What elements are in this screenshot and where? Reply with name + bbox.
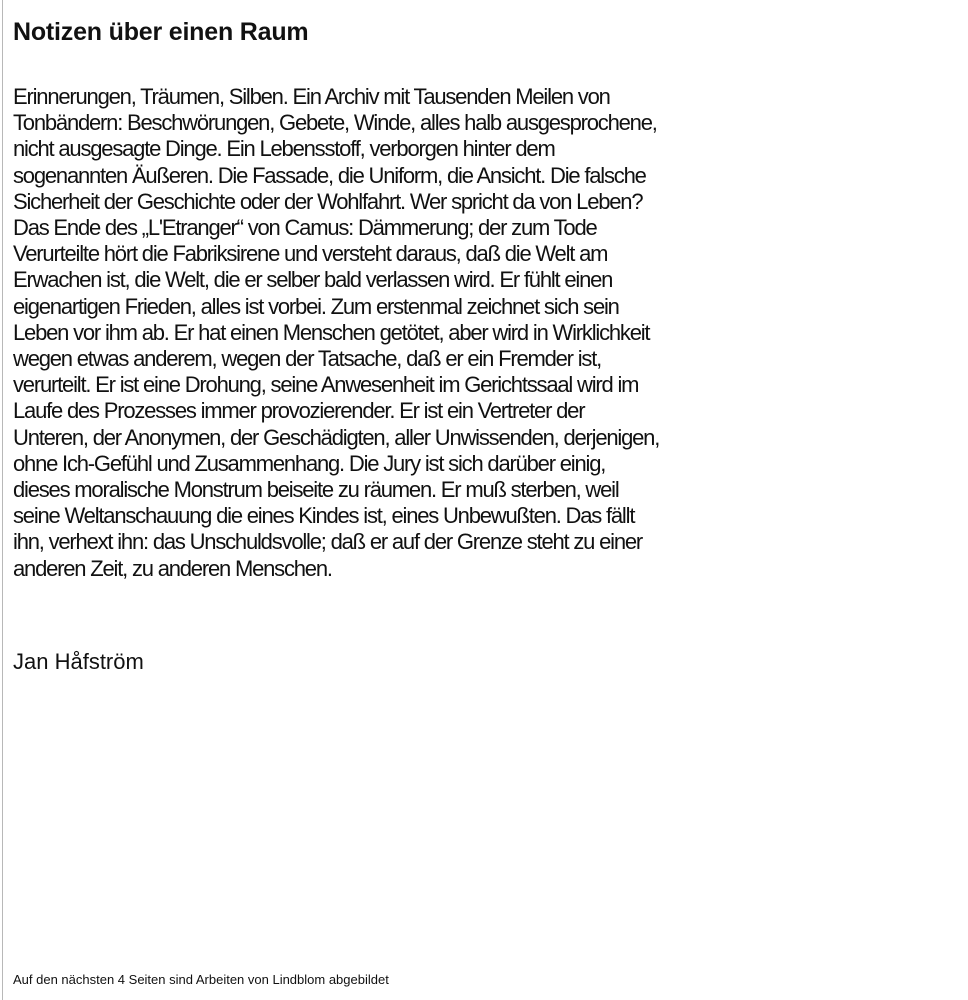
body-line: ihn, verhext ihn: das Unschuldsvolle; daß er auf der Grenze steht zu einer [13,529,643,555]
author-name: Jan Håfström [13,649,144,674]
body-line: Leben vor ihm ab. Er hat einen Menschen getötet, aber wird in Wirklichkeit [13,319,650,345]
body-line: sogenannten Äußeren. Die Fassade, die Uniform, die Ansicht. Die falsche [13,162,646,188]
body-line: verurteilt. Er ist eine Drohung, seine Anwesenheit im Gerichtssaal wird im [13,372,639,398]
page-edge-rule [2,0,3,1000]
body-line: Verurteilte hört die Fabriksirene und versteht daraus, daß die Welt am [13,241,608,267]
body-line: nicht ausgesagte Dinge. Ein Lebensstoff, verborgen hinter dem [13,136,555,162]
body-line: Laufe des Prozesses immer provozierender. Er ist ein Vertreter der [13,398,585,424]
body-line: Erinnerungen, Träumen, Silben. Ein Archiv mit Tausenden Meilen von [13,84,610,109]
body-line: dieses moralische Monstrum beiseite zu räumen. Er muß sterben, weil [13,477,619,503]
footer-note: Auf den nächsten 4 Seiten sind Arbeiten von Lindblom abgebildet [13,972,389,987]
body-line: Sicherheit der Geschichte oder der Wohlfahrt. Wer spricht da von Leben? [13,188,643,214]
article-title: Notizen über einen Raum [13,18,309,46]
body-line: Erwachen ist, die Welt, die er selber bald verlassen wird. Er fühlt einen [13,267,613,293]
body-line: eigenartigen Frieden, alles ist vorbei. Zum erstenmal zeichnet sich sein [13,293,619,319]
body-line: Tonbändern: Beschwörungen, Gebete, Winde, alles halb ausgesprochene, [13,110,657,136]
article-body [13,84,963,582]
body-line: Das Ende des „L'Etranger“ von Camus: Dämmerung; der zum Tode [13,215,597,241]
body-line: anderen Zeit, zu anderen Menschen. [13,555,332,581]
body-line: wegen etwas anderem, wegen der Tatsache, daß er ein Fremder ist, [13,346,602,372]
body-line: Unteren, der Anonymen, der Geschädigten, aller Unwissenden, derjenigen, [13,424,660,450]
body-line: seine Weltanschauung die eines Kindes ist, eines Unbewußten. Das fällt [13,503,635,529]
body-line: ohne Ich-Gefühl und Zusammenhang. Die Jury ist sich darüber einig, [13,450,606,476]
